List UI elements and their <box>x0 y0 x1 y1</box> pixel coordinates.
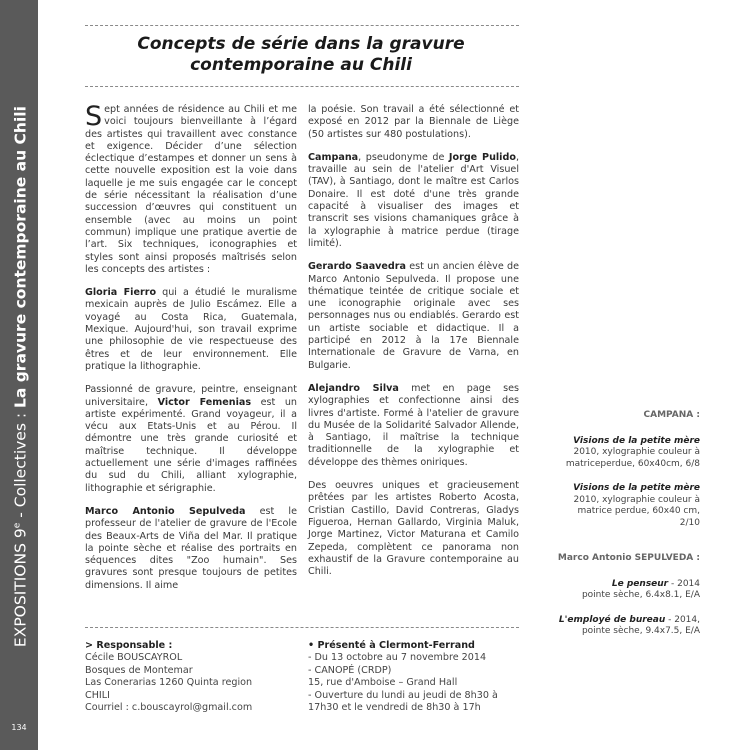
right-column <box>308 104 519 589</box>
saavedra-paragraph: Gerardo Saavedra est un ancien élève de Marco Antonio Sepulveda. Il propose une thématique teintée de critique sociale et une iconographie originale avec ses personnages nus ou endiablés. Gerardo est un artiste sociable et didactique. Il a participé en 2012 à la 17e Biennale Internationale de Gravure de Varna, en Bulgarie. <box>308 261 520 371</box>
drop-cap: S <box>85 101 103 132</box>
sepulveda-paragraph: Marco Antonio Sepulveda est le professeur de l'atelier de gravure de l'Ecole des Beaux-Arts de Viña del Mar. Il pratique la pointe sèche et réalise des portraits en séquences dites "Zoo humain". Ses gravures sont presque toujours de petites dimensions. Il aime <box>85 505 297 591</box>
silva-paragraph: Alejandro Silva met en page ses xylographies et confectionne ainsi des livres d'artiste. Formé à l'atelier de gravure du Musée de la Solidarité Salvador Allende, à Santiago, il maîtrise la technique traditionnelle de la xylographie et développe des thèmes oniriques. <box>308 382 519 468</box>
title-line-1: Concepts de série dans la gravure <box>137 34 465 54</box>
footer-venue: • Présenté à Clermont-Ferrand - Du 13 octobre au 7 novembre 2014 - CANOPÉ (CRDP) 15, rue d'Amboise – Grand Hall - Ouverture du lundi au jeudi de 8h30 à 17h30 et le vendredi de 8h30 à 17h <box>308 640 498 714</box>
article-title <box>85 34 517 76</box>
left-column <box>85 101 297 603</box>
caption-head-sepulveda: Marco Antonio SEPULVEDA : <box>557 553 700 563</box>
closing-paragraph: Des oeuvres uniques et gracieusement prêtées par les artistes Roberto Acosta, Cristian Castillo, David Contreras, Gladys Figueroa, Hernan Gallardo, Virginia Maluk, Jorge Martinez, Victor Maturana et Camilo Zepeda, complètent ce panorama non exhaustif de la Gravure contemporaine au Chili. <box>308 480 519 578</box>
footer-contact: > Responsable : Cécile BOUSCAYROL Bosques de Montemar Las Conerarias 1260 Quinta region CHILI Courriel : c.bouscayrol@gmail.com <box>85 640 253 714</box>
campana-paragraph: Campana, pseudonyme de Jorge Pulido, travaille au sein de l'atelier d'Art Visuel (TAV), à Santiago, dont le maître est Carlos Donaire. Il est doté d'une très grande capacité à visualiser des images et transcrit ses visions chamaniques grâce à la xylographie à matrice perdue (tirage limité). <box>308 151 519 249</box>
image-captions <box>545 410 700 651</box>
fierro-paragraph: Gloria Fierro qui a étudié le muralisme mexicain auprès de Julio Escámez. Elle a voyagé au Costa Rica, Guatemala, Mexique. Aujourd'hui, son travail exprime une philosophie de vie respectueuse des êtres et de leur environnement. Elle pratique la lithographie. <box>85 287 297 372</box>
top-divider <box>85 25 519 26</box>
contact-email[interactable]: Courriel : c.bouscayrol@gmail.com <box>85 702 253 714</box>
caption-2: Visions de la petite mère 2010, xylographie couleur à matrice perdue, 60x40 cm, 2/10 <box>573 483 700 528</box>
section-title: EXPOSITIONS 9e - Collectives : La gravure contemporaine au Chili <box>11 106 30 648</box>
caption-head-campana: CAMPANA : <box>643 410 700 420</box>
femenias-paragraph: Passionné de gravure, peintre, enseignant universitaire, Victor Femenias est un artiste expérimenté. Grand voyageur, il a vécu aux Etats-Unis et au Pérou. Il démontre une très grande curiosité et maîtrise technique. Il développe actuellement une série d'images raffinées du sud du Chili, alliant xylographie, lithographie et sérigraphie. <box>85 384 297 494</box>
footer-divider <box>85 627 519 628</box>
caption-3: Le penseur - 2014 pointe sèche, 6.4x8.1, E/A <box>581 578 700 600</box>
sepulveda-continued: la poésie. Son travail a été sélectionné et exposé en 2012 par la Biennale de Liège (50 artistes sur 480 postulations). <box>308 104 519 140</box>
title-line-2: contemporaine au Chili <box>190 55 412 75</box>
sidebar-band <box>0 0 38 750</box>
caption-1: Visions de la petite mère 2010, xylographie couleur à matriceperdue, 60x40cm, 6/8 <box>565 435 700 469</box>
intro-paragraph: Sept années de résidence au Chili et me voici toujours bienveillante à l’égard des artistes qui travaillent avec constance et exigence. Décider d’une sélection éclectique d’estampes et donner un sens à cette nouvelle exposition est la voie dans laquelle je me suis engagée car le concept de série nécessitant la réalisation d’une succession d’œuvres qui constituent un ensemble (avec au moins un point commun) implique une pratique avertie de l’art. Six techniques, iconographies et styles sont ainsi proposés maîtrisés selon les concepts des artistes : <box>85 101 297 275</box>
page-number: 134 <box>11 723 27 732</box>
caption-4: L'employé de bureau - 2014, pointe sèche, 9.4x7.5, E/A <box>558 614 700 636</box>
title-divider <box>85 86 519 87</box>
